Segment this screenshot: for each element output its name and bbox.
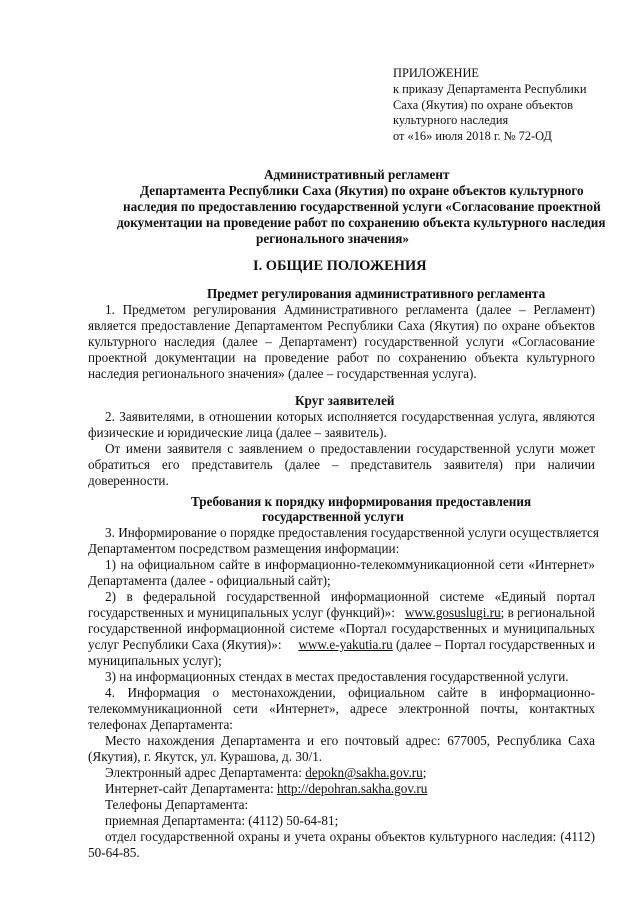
appendix-title: ПРИЛОЖЕНИЕ	[393, 66, 479, 80]
doc-title-line: Департамента Республики Саха (Якутия) по охране объектов культурного	[140, 183, 584, 198]
paragraph-line	[88, 605, 595, 621]
e-yakutia-link[interactable]: www.e-yakutia.ru	[298, 637, 393, 652]
doc-title-line: документации на проведение работ по сохранению объекта культурного наследия	[117, 215, 606, 230]
paragraph-line: 3) на информационных стендах в местах предоставления государственной услуги.	[105, 669, 569, 684]
text-span: ;	[422, 765, 427, 780]
paragraph-line: проектной документации на проведение работ по сохранению объекта культурного	[88, 350, 595, 365]
paragraph-line: Департаментом посредством размещения информации:	[88, 541, 400, 556]
site-link[interactable]: http://depohran.sakha.gov.ru	[276, 781, 428, 796]
appendix-line: культурного наследия	[393, 113, 509, 128]
phone-line: приемная Департамента: (4112) 50-64-81;	[105, 813, 339, 828]
paragraph-line: Департамента (далее - официальный сайт);	[88, 573, 331, 588]
text-span: услуг Республики Саха (Якутия)»:	[88, 637, 282, 652]
gosuslugi-link[interactable]: www.gosuslugi.ru	[404, 605, 501, 620]
paragraph-line: (Якутия), г. Якутск, ул. Курашова, д. 30/1.	[88, 749, 323, 764]
paragraph-line: 4. Информация о местонахождении, официальном сайте в информационно-	[105, 685, 595, 700]
paragraph-line: 1) на официальном сайте в информационно-телекоммуникационной сети «Интернет»	[105, 557, 595, 572]
text-span: государственных и муниципальных услуг (функций)»:	[88, 605, 395, 620]
subheading: Предмет регулирования административного регламента	[207, 286, 546, 301]
paragraph-line: 3. Информирование о порядке предоставления государственной услуги осуществляется	[105, 525, 599, 540]
site-line	[105, 781, 427, 797]
paragraph-line: От имени заявителя с заявлением о предоставлении государственной услуги может	[105, 441, 595, 456]
phone-line: 50-64-85.	[88, 845, 140, 860]
text-span: ; в региональной	[500, 605, 595, 620]
appendix-line: Саха (Якутия) по охране объектов	[393, 97, 573, 112]
paragraph-line: культурного наследия (далее – Департамент) государственной услуги «Согласование	[88, 334, 595, 349]
paragraph-line	[88, 637, 595, 653]
subheading: Круг заявителей	[295, 393, 395, 408]
doc-title-line: Административный регламент	[264, 167, 450, 182]
doc-title-line: наследия по предоставлению государственной услуги «Согласование проектной	[123, 199, 601, 214]
paragraph-line: телефонах Департамента:	[88, 717, 233, 732]
site-label: Интернет-сайт Департамента:	[105, 781, 277, 796]
subheading: Требования к порядку информирования предоставления	[191, 494, 532, 509]
phones-title: Телефоны Департамента:	[105, 797, 249, 812]
paragraph-line: наследия регионального значения» (далее – государственная услуга).	[88, 366, 477, 381]
subheading: государственной услуги	[262, 509, 404, 524]
paragraph-line: физические и юридические лица (далее – заявитель).	[88, 425, 387, 440]
paragraph-line: 1. Предметом регулирования Административного регламента (далее – Регламент)	[105, 302, 595, 317]
paragraph-line: муниципальных услуг);	[88, 653, 222, 668]
paragraph-line: государственной информационной системе «Портал государственных и муниципальных	[88, 621, 595, 636]
paragraph-line: 2. Заявителями, в отношении которых исполняется государственная услуга, являются	[105, 409, 595, 424]
email-link[interactable]: depokn@sakha.gov.ru	[305, 765, 423, 780]
paragraph-line: Место нахождения Департамента и его почтовый адрес: 677005, Республика Саха	[105, 733, 595, 748]
paragraph-line: является предоставление Департаментом Республики Саха (Якутия) по охране объектов	[88, 318, 595, 333]
paragraph-line: доверенности.	[88, 473, 169, 488]
text-span: (далее – Портал государственных и	[392, 637, 595, 652]
paragraph-line: обратиться его представитель (далее – представитель заявителя) при наличии	[88, 457, 595, 472]
paragraph-line: телекоммуникационной сети «Интернет», адресе электронной почты, контактных	[88, 701, 595, 716]
paragraph-line: 2) в федеральной государственной информационной системе «Единый портал	[105, 589, 595, 604]
appendix-line: от «16» июля 2018 г. № 72-ОД	[393, 129, 552, 144]
section-heading: I. ОБЩИЕ ПОЛОЖЕНИЯ	[253, 258, 427, 274]
appendix-block	[393, 66, 586, 145]
phone-line: отдел государственной охраны и учета охраны объектов культурного наследия: (4112)	[105, 829, 595, 844]
email-line	[105, 765, 426, 781]
doc-title-line: регионального значения»	[256, 231, 409, 246]
appendix-line: к приказу Департамента Республики	[393, 81, 587, 96]
email-label: Электронный адрес Департамента:	[105, 765, 306, 780]
